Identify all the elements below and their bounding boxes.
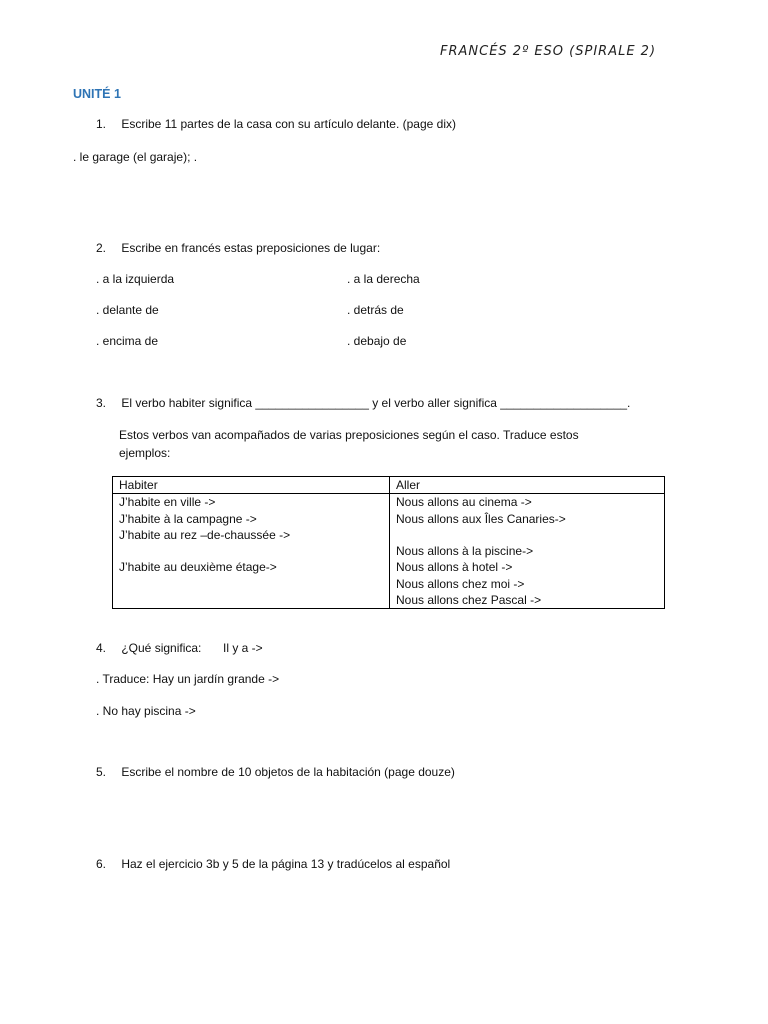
question-1 <box>96 117 456 131</box>
example-line <box>119 592 383 608</box>
example-line: J’habite à la campagne -> <box>119 511 257 526</box>
question-number: 5. <box>96 765 107 779</box>
answer-line: . Traduce: Hay un jardín grande -> <box>96 672 280 686</box>
question-6 <box>96 857 450 871</box>
question-text: Escribe el nombre de 10 objetos de la habitación (page douze) <box>121 765 455 779</box>
example-line: Nous allons à la piscine-> <box>396 544 534 559</box>
example-line: Nous allons à hotel -> <box>396 560 513 575</box>
example-line: Nous allons aux Îles Canaries-> <box>396 511 566 526</box>
example-line: Nous allons chez moi -> <box>396 576 525 591</box>
preposition-right: . detrás de <box>347 303 404 317</box>
preposition-left: . a la izquierda <box>96 272 175 286</box>
table-row <box>113 494 665 609</box>
aller-cell <box>390 494 665 609</box>
question-number: 4. <box>96 641 107 655</box>
preposition-left: . encima de <box>96 334 159 348</box>
question-number: 3. <box>96 396 107 410</box>
example-line <box>119 543 383 559</box>
answer-line: . No hay piscina -> <box>96 704 196 718</box>
example-line: J’habite au rez –de-chaussée -> <box>119 527 291 542</box>
verbs-table <box>112 476 665 609</box>
column-header-habiter: Habiter <box>113 477 390 494</box>
question-text: ¿Qué significa: <box>121 641 202 655</box>
preposition-right: . a la derecha <box>347 272 420 286</box>
question-number: 1. <box>96 117 107 131</box>
question-3 <box>96 396 630 410</box>
question-text: Escribe en francés estas preposiciones de lugar: <box>121 241 381 255</box>
column-header-aller: Aller <box>390 477 665 494</box>
page-header: FRANCÉS 2º ESO (SPIRALE 2) <box>440 44 657 59</box>
question-text: El verbo habiter significa _________________ y el verbo aller significa ___________________. <box>121 396 631 410</box>
example-line: Nous allons au cinema -> <box>396 495 532 510</box>
example-line <box>396 527 658 543</box>
table-header-row <box>113 477 665 494</box>
unit-title: UNITÉ 1 <box>73 87 121 101</box>
example-line <box>119 576 383 592</box>
question-text: Haz el ejercicio 3b y 5 de la página 13 y tradúcelos al español <box>121 857 451 871</box>
instruction-text: Estos verbos van acompañados de varias preposiciones según el caso. Traduce estos <box>119 428 579 442</box>
answer-line: . le garage (el garaje); . <box>73 150 198 164</box>
preposition-left: . delante de <box>96 303 159 317</box>
example-line: Nous allons chez Pascal -> <box>396 593 542 608</box>
habiter-cell <box>113 494 390 609</box>
instruction-text-cont: ejemplos: <box>119 446 171 460</box>
question-4 <box>96 641 201 655</box>
question-5 <box>96 765 455 779</box>
question-2 <box>96 241 380 255</box>
question-text-b: Il y a -> <box>223 641 263 655</box>
question-number: 2. <box>96 241 107 255</box>
preposition-right: . debajo de <box>347 334 407 348</box>
question-number: 6. <box>96 857 107 871</box>
example-line: J’habite en ville -> <box>119 495 216 510</box>
question-text: Escribe 11 partes de la casa con su artículo delante. (page dix) <box>121 117 456 131</box>
example-line: J’habite au deuxième étage-> <box>119 560 277 575</box>
